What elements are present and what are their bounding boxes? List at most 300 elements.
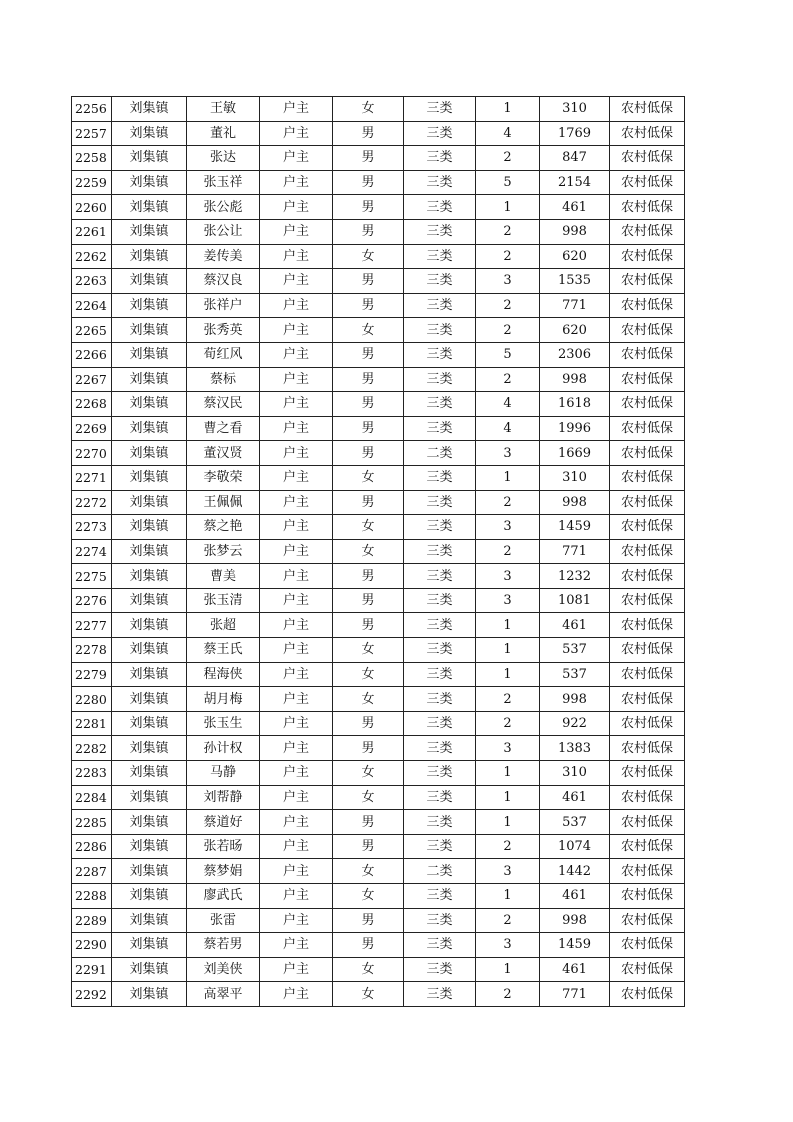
name-cell: 荀红风 — [187, 342, 260, 367]
household-role-cell: 户主 — [260, 834, 333, 859]
household-size-cell: 1 — [476, 465, 540, 490]
table-row — [72, 293, 685, 318]
household-role-cell: 户主 — [260, 884, 333, 909]
household-role-cell: 户主 — [260, 859, 333, 884]
category-cell: 三类 — [404, 465, 476, 490]
town-cell: 刘集镇 — [112, 219, 187, 244]
household-size-cell: 1 — [476, 662, 540, 687]
town-cell: 刘集镇 — [112, 515, 187, 540]
amount-cell: 310 — [540, 761, 610, 786]
amount-cell: 998 — [540, 367, 610, 392]
amount-cell: 537 — [540, 638, 610, 663]
table-row — [72, 933, 685, 958]
household-size-cell: 5 — [476, 170, 540, 195]
category-cell: 三类 — [404, 539, 476, 564]
category-cell: 三类 — [404, 392, 476, 417]
town-cell: 刘集镇 — [112, 465, 187, 490]
household-size-cell: 1 — [476, 810, 540, 835]
household-size-cell: 2 — [476, 908, 540, 933]
town-cell: 刘集镇 — [112, 441, 187, 466]
town-cell: 刘集镇 — [112, 613, 187, 638]
household-role-cell: 户主 — [260, 170, 333, 195]
assistance-type-cell: 农村低保 — [610, 736, 685, 761]
gender-cell: 男 — [333, 933, 404, 958]
name-cell: 蔡王氏 — [187, 638, 260, 663]
town-cell: 刘集镇 — [112, 564, 187, 589]
gender-cell: 女 — [333, 539, 404, 564]
household-role-cell: 户主 — [260, 121, 333, 146]
household-size-cell: 2 — [476, 539, 540, 564]
household-size-cell: 2 — [476, 146, 540, 171]
amount-cell: 1996 — [540, 416, 610, 441]
table-row — [72, 121, 685, 146]
household-role-cell: 户主 — [260, 933, 333, 958]
amount-cell: 1232 — [540, 564, 610, 589]
name-cell: 马静 — [187, 761, 260, 786]
gender-cell: 男 — [333, 588, 404, 613]
assistance-type-cell: 农村低保 — [610, 687, 685, 712]
table-row — [72, 465, 685, 490]
assistance-type-cell: 农村低保 — [610, 146, 685, 171]
serial-number-cell: 2256 — [72, 97, 112, 122]
table-row — [72, 318, 685, 343]
household-role-cell: 户主 — [260, 613, 333, 638]
amount-cell: 922 — [540, 711, 610, 736]
town-cell: 刘集镇 — [112, 416, 187, 441]
gender-cell: 男 — [333, 736, 404, 761]
gender-cell: 女 — [333, 957, 404, 982]
assistance-type-cell: 农村低保 — [610, 613, 685, 638]
category-cell: 三类 — [404, 711, 476, 736]
town-cell: 刘集镇 — [112, 810, 187, 835]
household-role-cell: 户主 — [260, 908, 333, 933]
category-cell: 三类 — [404, 367, 476, 392]
table-row — [72, 785, 685, 810]
household-size-cell: 3 — [476, 859, 540, 884]
assistance-type-cell: 农村低保 — [610, 539, 685, 564]
household-size-cell: 2 — [476, 982, 540, 1007]
gender-cell: 女 — [333, 785, 404, 810]
household-size-cell: 2 — [476, 834, 540, 859]
household-size-cell: 1 — [476, 97, 540, 122]
household-size-cell: 1 — [476, 785, 540, 810]
household-role-cell: 户主 — [260, 219, 333, 244]
household-role-cell: 户主 — [260, 810, 333, 835]
town-cell: 刘集镇 — [112, 588, 187, 613]
household-role-cell: 户主 — [260, 761, 333, 786]
serial-number-cell: 2268 — [72, 392, 112, 417]
category-cell: 三类 — [404, 318, 476, 343]
assistance-type-cell: 农村低保 — [610, 662, 685, 687]
town-cell: 刘集镇 — [112, 121, 187, 146]
town-cell: 刘集镇 — [112, 834, 187, 859]
serial-number-cell: 2285 — [72, 810, 112, 835]
serial-number-cell: 2291 — [72, 957, 112, 982]
household-role-cell: 户主 — [260, 539, 333, 564]
category-cell: 三类 — [404, 933, 476, 958]
household-role-cell: 户主 — [260, 638, 333, 663]
name-cell: 蔡标 — [187, 367, 260, 392]
serial-number-cell: 2278 — [72, 638, 112, 663]
household-size-cell: 2 — [476, 244, 540, 269]
gender-cell: 男 — [333, 269, 404, 294]
serial-number-cell: 2259 — [72, 170, 112, 195]
table-row — [72, 884, 685, 909]
amount-cell: 2154 — [540, 170, 610, 195]
name-cell: 张秀英 — [187, 318, 260, 343]
gender-cell: 男 — [333, 121, 404, 146]
serial-number-cell: 2258 — [72, 146, 112, 171]
name-cell: 胡月梅 — [187, 687, 260, 712]
table-row — [72, 982, 685, 1007]
assistance-type-cell: 农村低保 — [610, 982, 685, 1007]
serial-number-cell: 2266 — [72, 342, 112, 367]
household-size-cell: 3 — [476, 269, 540, 294]
household-size-cell: 1 — [476, 884, 540, 909]
household-size-cell: 3 — [476, 441, 540, 466]
household-role-cell: 户主 — [260, 392, 333, 417]
household-size-cell: 4 — [476, 392, 540, 417]
town-cell: 刘集镇 — [112, 293, 187, 318]
table-row — [72, 957, 685, 982]
serial-number-cell: 2275 — [72, 564, 112, 589]
table-row — [72, 687, 685, 712]
table-row — [72, 908, 685, 933]
name-cell: 蔡若男 — [187, 933, 260, 958]
assistance-type-cell: 农村低保 — [610, 908, 685, 933]
category-cell: 三类 — [404, 244, 476, 269]
gender-cell: 女 — [333, 982, 404, 1007]
serial-number-cell: 2271 — [72, 465, 112, 490]
roster-table — [71, 96, 685, 1007]
name-cell: 张祥户 — [187, 293, 260, 318]
serial-number-cell: 2290 — [72, 933, 112, 958]
category-cell: 三类 — [404, 146, 476, 171]
amount-cell: 771 — [540, 982, 610, 1007]
assistance-type-cell: 农村低保 — [610, 515, 685, 540]
category-cell: 三类 — [404, 293, 476, 318]
assistance-type-cell: 农村低保 — [610, 810, 685, 835]
town-cell: 刘集镇 — [112, 957, 187, 982]
household-role-cell: 户主 — [260, 662, 333, 687]
name-cell: 程海侠 — [187, 662, 260, 687]
household-size-cell: 2 — [476, 367, 540, 392]
name-cell: 董礼 — [187, 121, 260, 146]
category-cell: 三类 — [404, 195, 476, 220]
name-cell: 廖武氏 — [187, 884, 260, 909]
table-row — [72, 269, 685, 294]
household-size-cell: 2 — [476, 318, 540, 343]
household-size-cell: 5 — [476, 342, 540, 367]
name-cell: 刘帮静 — [187, 785, 260, 810]
household-role-cell: 户主 — [260, 97, 333, 122]
town-cell: 刘集镇 — [112, 342, 187, 367]
serial-number-cell: 2281 — [72, 711, 112, 736]
table-row — [72, 441, 685, 466]
category-cell: 三类 — [404, 761, 476, 786]
table-row — [72, 244, 685, 269]
serial-number-cell: 2273 — [72, 515, 112, 540]
assistance-type-cell: 农村低保 — [610, 834, 685, 859]
household-role-cell: 户主 — [260, 416, 333, 441]
household-size-cell: 3 — [476, 564, 540, 589]
name-cell: 蔡梦娟 — [187, 859, 260, 884]
serial-number-cell: 2267 — [72, 367, 112, 392]
household-size-cell: 2 — [476, 293, 540, 318]
assistance-type-cell: 农村低保 — [610, 564, 685, 589]
table-row — [72, 736, 685, 761]
gender-cell: 男 — [333, 219, 404, 244]
assistance-type-cell: 农村低保 — [610, 933, 685, 958]
serial-number-cell: 2289 — [72, 908, 112, 933]
assistance-type-cell: 农村低保 — [610, 884, 685, 909]
household-size-cell: 2 — [476, 219, 540, 244]
household-role-cell: 户主 — [260, 244, 333, 269]
serial-number-cell: 2270 — [72, 441, 112, 466]
table-row — [72, 613, 685, 638]
amount-cell: 461 — [540, 613, 610, 638]
amount-cell: 1074 — [540, 834, 610, 859]
table-row — [72, 810, 685, 835]
serial-number-cell: 2286 — [72, 834, 112, 859]
serial-number-cell: 2284 — [72, 785, 112, 810]
amount-cell: 461 — [540, 957, 610, 982]
gender-cell: 男 — [333, 367, 404, 392]
gender-cell: 男 — [333, 441, 404, 466]
household-role-cell: 户主 — [260, 957, 333, 982]
gender-cell: 女 — [333, 465, 404, 490]
serial-number-cell: 2264 — [72, 293, 112, 318]
category-cell: 三类 — [404, 908, 476, 933]
name-cell: 姜传美 — [187, 244, 260, 269]
amount-cell: 998 — [540, 490, 610, 515]
name-cell: 王敏 — [187, 97, 260, 122]
table-row — [72, 859, 685, 884]
name-cell: 蔡之艳 — [187, 515, 260, 540]
category-cell: 三类 — [404, 564, 476, 589]
town-cell: 刘集镇 — [112, 982, 187, 1007]
household-role-cell: 户主 — [260, 465, 333, 490]
gender-cell: 男 — [333, 293, 404, 318]
category-cell: 三类 — [404, 342, 476, 367]
amount-cell: 998 — [540, 908, 610, 933]
serial-number-cell: 2287 — [72, 859, 112, 884]
town-cell: 刘集镇 — [112, 269, 187, 294]
town-cell: 刘集镇 — [112, 195, 187, 220]
name-cell: 孙计权 — [187, 736, 260, 761]
table-row — [72, 539, 685, 564]
serial-number-cell: 2276 — [72, 588, 112, 613]
town-cell: 刘集镇 — [112, 933, 187, 958]
name-cell: 蔡汉良 — [187, 269, 260, 294]
household-role-cell: 户主 — [260, 490, 333, 515]
name-cell: 张若旸 — [187, 834, 260, 859]
assistance-type-cell: 农村低保 — [610, 465, 685, 490]
assistance-type-cell: 农村低保 — [610, 638, 685, 663]
table-row — [72, 219, 685, 244]
household-role-cell: 户主 — [260, 195, 333, 220]
town-cell: 刘集镇 — [112, 687, 187, 712]
household-size-cell: 3 — [476, 933, 540, 958]
household-role-cell: 户主 — [260, 515, 333, 540]
household-role-cell: 户主 — [260, 588, 333, 613]
amount-cell: 998 — [540, 219, 610, 244]
name-cell: 张公彪 — [187, 195, 260, 220]
town-cell: 刘集镇 — [112, 490, 187, 515]
household-size-cell: 1 — [476, 638, 540, 663]
amount-cell: 2306 — [540, 342, 610, 367]
assistance-type-cell: 农村低保 — [610, 711, 685, 736]
category-cell: 三类 — [404, 662, 476, 687]
table-row — [72, 392, 685, 417]
table-row — [72, 515, 685, 540]
serial-number-cell: 2272 — [72, 490, 112, 515]
town-cell: 刘集镇 — [112, 761, 187, 786]
assistance-type-cell: 农村低保 — [610, 269, 685, 294]
category-cell: 二类 — [404, 859, 476, 884]
category-cell: 三类 — [404, 416, 476, 441]
amount-cell: 620 — [540, 244, 610, 269]
category-cell: 三类 — [404, 588, 476, 613]
assistance-type-cell: 农村低保 — [610, 219, 685, 244]
table-row — [72, 170, 685, 195]
name-cell: 曹之看 — [187, 416, 260, 441]
assistance-type-cell: 农村低保 — [610, 957, 685, 982]
serial-number-cell: 2265 — [72, 318, 112, 343]
assistance-type-cell: 农村低保 — [610, 367, 685, 392]
assistance-type-cell: 农村低保 — [610, 761, 685, 786]
assistance-type-cell: 农村低保 — [610, 859, 685, 884]
gender-cell: 女 — [333, 244, 404, 269]
town-cell: 刘集镇 — [112, 785, 187, 810]
amount-cell: 620 — [540, 318, 610, 343]
category-cell: 三类 — [404, 785, 476, 810]
gender-cell: 男 — [333, 392, 404, 417]
table-row — [72, 146, 685, 171]
gender-cell: 女 — [333, 761, 404, 786]
amount-cell: 461 — [540, 884, 610, 909]
amount-cell: 461 — [540, 195, 610, 220]
name-cell: 张玉清 — [187, 588, 260, 613]
category-cell: 三类 — [404, 219, 476, 244]
category-cell: 三类 — [404, 121, 476, 146]
category-cell: 三类 — [404, 515, 476, 540]
category-cell: 三类 — [404, 269, 476, 294]
town-cell: 刘集镇 — [112, 244, 187, 269]
serial-number-cell: 2262 — [72, 244, 112, 269]
table-row — [72, 588, 685, 613]
table-row — [72, 97, 685, 122]
amount-cell: 1769 — [540, 121, 610, 146]
household-size-cell: 4 — [476, 121, 540, 146]
gender-cell: 女 — [333, 638, 404, 663]
serial-number-cell: 2283 — [72, 761, 112, 786]
gender-cell: 女 — [333, 687, 404, 712]
name-cell: 蔡道好 — [187, 810, 260, 835]
category-cell: 三类 — [404, 982, 476, 1007]
amount-cell: 847 — [540, 146, 610, 171]
gender-cell: 女 — [333, 884, 404, 909]
serial-number-cell: 2261 — [72, 219, 112, 244]
table-row — [72, 367, 685, 392]
assistance-type-cell: 农村低保 — [610, 342, 685, 367]
household-role-cell: 户主 — [260, 269, 333, 294]
name-cell: 董汉贤 — [187, 441, 260, 466]
gender-cell: 女 — [333, 859, 404, 884]
gender-cell: 男 — [333, 490, 404, 515]
amount-cell: 1442 — [540, 859, 610, 884]
town-cell: 刘集镇 — [112, 908, 187, 933]
name-cell: 张公让 — [187, 219, 260, 244]
name-cell: 张达 — [187, 146, 260, 171]
category-cell: 三类 — [404, 957, 476, 982]
name-cell: 刘美侠 — [187, 957, 260, 982]
amount-cell: 461 — [540, 785, 610, 810]
gender-cell: 男 — [333, 810, 404, 835]
assistance-type-cell: 农村低保 — [610, 195, 685, 220]
gender-cell: 男 — [333, 834, 404, 859]
assistance-type-cell: 农村低保 — [610, 416, 685, 441]
roster-table-body — [72, 97, 685, 1007]
serial-number-cell: 2288 — [72, 884, 112, 909]
town-cell: 刘集镇 — [112, 711, 187, 736]
amount-cell: 1669 — [540, 441, 610, 466]
category-cell: 三类 — [404, 810, 476, 835]
household-role-cell: 户主 — [260, 687, 333, 712]
amount-cell: 1081 — [540, 588, 610, 613]
table-row — [72, 834, 685, 859]
gender-cell: 男 — [333, 195, 404, 220]
serial-number-cell: 2269 — [72, 416, 112, 441]
table-row — [72, 711, 685, 736]
table-row — [72, 638, 685, 663]
assistance-type-cell: 农村低保 — [610, 490, 685, 515]
town-cell: 刘集镇 — [112, 539, 187, 564]
household-size-cell: 2 — [476, 490, 540, 515]
category-cell: 三类 — [404, 687, 476, 712]
serial-number-cell: 2292 — [72, 982, 112, 1007]
assistance-type-cell: 农村低保 — [610, 588, 685, 613]
gender-cell: 男 — [333, 416, 404, 441]
amount-cell: 1535 — [540, 269, 610, 294]
town-cell: 刘集镇 — [112, 662, 187, 687]
gender-cell: 女 — [333, 97, 404, 122]
gender-cell: 男 — [333, 342, 404, 367]
amount-cell: 310 — [540, 97, 610, 122]
household-role-cell: 户主 — [260, 342, 333, 367]
serial-number-cell: 2282 — [72, 736, 112, 761]
household-size-cell: 3 — [476, 736, 540, 761]
town-cell: 刘集镇 — [112, 367, 187, 392]
town-cell: 刘集镇 — [112, 736, 187, 761]
name-cell: 曹美 — [187, 564, 260, 589]
household-role-cell: 户主 — [260, 785, 333, 810]
town-cell: 刘集镇 — [112, 638, 187, 663]
gender-cell: 男 — [333, 170, 404, 195]
assistance-type-cell: 农村低保 — [610, 170, 685, 195]
household-role-cell: 户主 — [260, 982, 333, 1007]
amount-cell: 1618 — [540, 392, 610, 417]
household-role-cell: 户主 — [260, 711, 333, 736]
household-role-cell: 户主 — [260, 318, 333, 343]
household-size-cell: 2 — [476, 687, 540, 712]
town-cell: 刘集镇 — [112, 170, 187, 195]
serial-number-cell: 2260 — [72, 195, 112, 220]
category-cell: 二类 — [404, 441, 476, 466]
assistance-type-cell: 农村低保 — [610, 97, 685, 122]
household-size-cell: 1 — [476, 957, 540, 982]
category-cell: 三类 — [404, 884, 476, 909]
